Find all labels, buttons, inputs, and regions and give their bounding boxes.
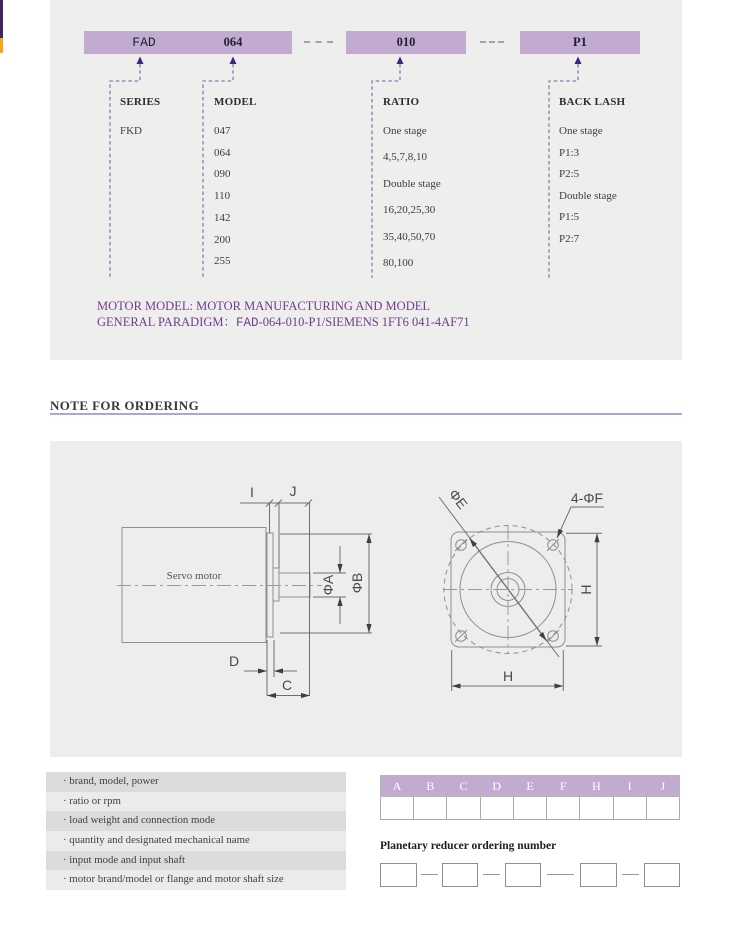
table-cell <box>413 797 446 820</box>
column-item: P1:3 <box>559 146 580 159</box>
column-header: E <box>513 775 546 797</box>
column-title-series: SERIES <box>120 96 161 108</box>
ordering-number-label: Planetary reducer ordering number <box>380 840 557 852</box>
list-item: · brand, model, power <box>46 772 346 792</box>
section-heading: NOTE FOR ORDERING <box>50 398 200 413</box>
front-view <box>439 486 604 691</box>
dimension-table <box>380 775 680 820</box>
dim-label-h-side: H <box>578 584 594 595</box>
table-cell <box>446 797 479 820</box>
ordering-code-panel <box>50 0 682 360</box>
column-item: 16,20,25,30 <box>383 204 436 217</box>
reducer-dimension-drawing <box>50 441 682 757</box>
column-item: 255 <box>214 255 231 268</box>
dim-label-c: C <box>281 677 293 693</box>
list-item: · motor brand/model or flange and motor shaft size <box>46 870 346 890</box>
column-item: 110 <box>214 190 231 203</box>
column-header: J <box>646 775 680 797</box>
dim-label-phi-a: ΦA <box>320 574 336 596</box>
dim-label-h-bottom: H <box>502 668 514 684</box>
ordering-number-box <box>644 863 680 887</box>
code-series-value: FAD <box>132 35 156 50</box>
column-item: One stage <box>383 125 427 137</box>
dim-label-phi-b: ΦB <box>349 572 365 594</box>
column-item: P1:5 <box>559 211 580 223</box>
column-item: Double stage <box>559 189 617 202</box>
column-item: 35,40,50,70 <box>383 230 436 243</box>
column-header: I <box>613 775 646 797</box>
ordering-number-box <box>580 863 617 887</box>
arrow-up-icon <box>137 57 144 65</box>
column-title-ratio: RATIO <box>383 96 420 108</box>
dimension-table-value-row <box>380 797 680 820</box>
list-item: · quantity and designated mechanical name <box>46 831 346 851</box>
column-item: 200 <box>214 233 231 246</box>
table-cell <box>613 797 646 820</box>
dim-label-d: D <box>228 653 240 669</box>
column-items-ratio <box>383 118 441 276</box>
table-cell <box>480 797 513 820</box>
column-header: H <box>579 775 612 797</box>
dim-label-j: J <box>289 483 297 499</box>
page-edge-accent-purple <box>0 0 3 38</box>
code-box-ratio: 010 <box>346 31 466 54</box>
column-title-backlash: BACK LASH <box>559 96 626 108</box>
dim-label-i: I <box>250 484 254 500</box>
dim-label-four-phi-f: 4-ΦF <box>570 490 604 506</box>
list-item: · input mode and input shaft <box>46 851 346 871</box>
column-item: 142 <box>214 211 231 224</box>
code-connector-dash <box>480 41 504 43</box>
table-cell <box>546 797 579 820</box>
table-cell <box>646 797 680 820</box>
code-model-value: 064 <box>223 35 243 49</box>
column-items-series <box>120 121 142 143</box>
page-edge-accent-orange <box>0 38 3 53</box>
paradigm-code-rest: -064-010-P1/SIEMENS 1FT6 041-4AF71 <box>258 314 470 329</box>
servo-motor-label: Servo motor <box>166 570 222 582</box>
arrow-up-icon <box>230 57 237 65</box>
table-cell <box>380 797 413 820</box>
arrow-up-icon <box>397 57 404 65</box>
ordering-number-dash <box>483 874 500 875</box>
ordering-number-box <box>505 863 541 887</box>
side-view <box>117 483 372 696</box>
column-item: 4,5,7,8,10 <box>383 151 427 164</box>
ordering-number-dash <box>622 874 639 875</box>
list-item: · ratio or rpm <box>46 792 346 812</box>
ordering-number-box <box>442 863 478 887</box>
ordering-info-list <box>46 772 346 890</box>
motor-note-line1: MOTOR MODEL: MOTOR MANUFACTURING AND MODEL <box>97 299 431 313</box>
column-title-model: MODEL <box>214 96 257 108</box>
column-item: 047 <box>214 125 231 137</box>
column-item: 80,100 <box>383 257 414 270</box>
column-item: Double stage <box>383 177 441 190</box>
ordering-number-dash <box>547 874 574 875</box>
code-connector-dash <box>304 41 333 43</box>
arrow-up-icon <box>575 57 582 65</box>
column-header: F <box>546 775 579 797</box>
bolt-holes <box>455 539 559 642</box>
column-item: FKD <box>120 125 143 137</box>
dim-label-phi-e: ΦE <box>445 485 471 513</box>
motor-note-line2: GENERAL PARADIGM：FAD-064-010-P1/SIEMENS 1FT6 041-4AF71 <box>97 314 470 330</box>
column-item: One stage <box>559 125 603 137</box>
column-item: 064 <box>214 146 231 159</box>
ordering-number-box <box>380 863 417 887</box>
paradigm-code-prefix: FAD <box>236 315 259 330</box>
column-item: P2:7 <box>559 232 580 245</box>
column-header: C <box>446 775 479 797</box>
motor-model-note <box>97 299 470 331</box>
column-header: D <box>480 775 513 797</box>
heading-underline <box>50 413 682 415</box>
table-cell <box>513 797 546 820</box>
list-item: · load weight and connection mode <box>46 811 346 831</box>
column-header: B <box>413 775 446 797</box>
column-items-backlash <box>559 121 617 250</box>
technical-drawing-panel <box>50 441 682 757</box>
ordering-number-dash <box>421 874 438 875</box>
table-cell <box>579 797 612 820</box>
code-box-series-model <box>84 31 292 54</box>
dimension-table-header-row <box>380 775 680 797</box>
code-box-backlash: P1 <box>520 31 640 54</box>
column-header: A <box>380 775 413 797</box>
column-item: P2:5 <box>559 168 580 180</box>
column-items-model <box>214 121 231 273</box>
column-item: 090 <box>214 168 231 181</box>
